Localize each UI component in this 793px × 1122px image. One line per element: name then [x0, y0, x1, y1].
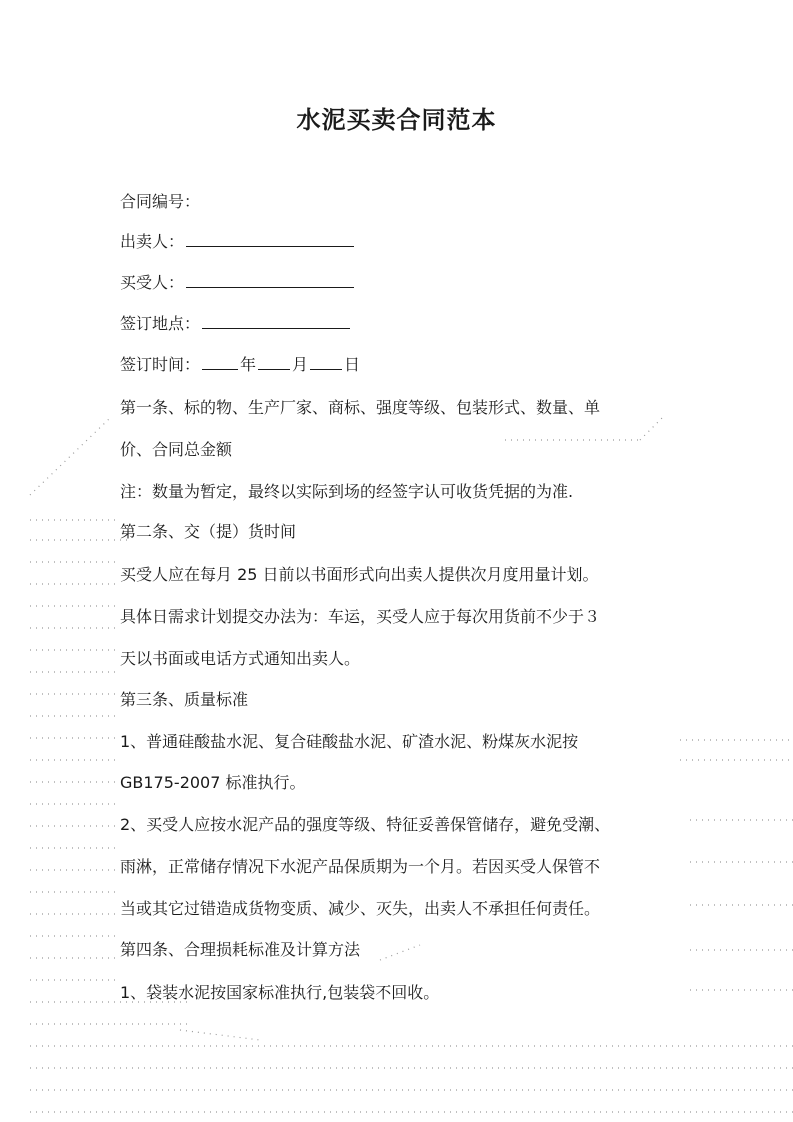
body-line: 雨淋，正常储存情况下水泥产品保质期为一个月。若因买受人保管不 — [120, 857, 601, 876]
body-line: 2、买受人应按水泥产品的强度等级、特征妥善保管储存，避免受潮、 — [120, 815, 611, 834]
body-line: 第二条、交（提）货时间 — [120, 522, 297, 541]
body-line: 具体日需求计划提交办法为：车运，买受人应于每次用货前不少于３ — [120, 607, 601, 626]
body-line: GB175-2007 标准执行。 — [120, 773, 306, 792]
body-line: 买受人应在每月 25 日前以书面形式向出卖人提供次月度用量计划。 — [120, 565, 599, 584]
time-line — [120, 355, 680, 375]
buyer-label: 买受人： — [120, 273, 185, 292]
document-title: 水泥买卖合同范本 — [296, 106, 497, 134]
place-blank[interactable] — [202, 314, 350, 329]
body-line: 1、普通硅酸盐水泥、复合硅酸盐水泥、矿渣水泥、粉煤灰水泥按 — [120, 732, 579, 751]
buyer-line — [120, 273, 680, 293]
month-char: 月 — [292, 355, 309, 374]
contract-number-line — [120, 192, 680, 212]
buyer-blank[interactable] — [186, 273, 354, 288]
place-label: 签订地点： — [120, 314, 201, 333]
body-line: 价、合同总金额 — [120, 440, 233, 459]
body-line: 第三条、质量标准 — [120, 690, 249, 709]
place-line — [120, 314, 680, 334]
body-line: 天以书面或电话方式通知出卖人。 — [120, 649, 361, 668]
year-blank[interactable] — [202, 355, 238, 370]
month-blank[interactable] — [258, 355, 290, 370]
seller-blank[interactable] — [186, 232, 354, 247]
year-char: 年 — [240, 355, 257, 374]
day-blank[interactable] — [310, 355, 342, 370]
contract-number-label: 合同编号： — [120, 192, 201, 211]
seller-line — [120, 232, 680, 252]
body-line: 当或其它过错造成货物变质、减少、灭失，出卖人不承担任何责任。 — [120, 899, 601, 918]
day-char: 日 — [344, 355, 361, 374]
body-line: 注：数量为暂定，最终以实际到场的经签字认可收货凭据的为准. — [120, 482, 574, 501]
time-label: 签订时间： — [120, 355, 201, 374]
body-line: 第一条、标的物、生产厂家、商标、强度等级、包装形式、数量、单 — [120, 398, 601, 417]
seller-label: 出卖人： — [120, 232, 185, 251]
body-line: 1、袋装水泥按国家标准执行,包装袋不回收。 — [120, 983, 440, 1002]
body-line: 第四条、合理损耗标准及计算方法 — [120, 940, 361, 959]
